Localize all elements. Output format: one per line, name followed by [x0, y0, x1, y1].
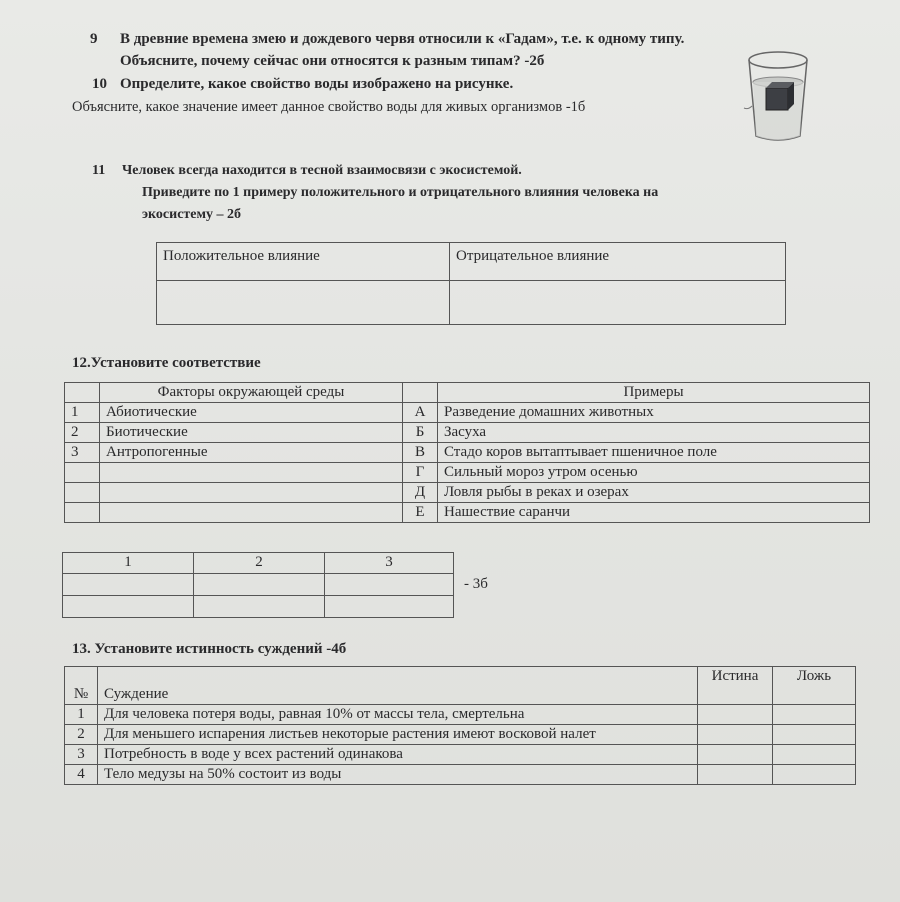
q12-matching-table	[64, 382, 870, 523]
example-letter: Б	[403, 423, 438, 443]
statement-text: Для меньшего испарения листьев некоторые растения имеют восковой налет	[98, 725, 698, 745]
example-text: Ловля рыбы в реках и озерах	[438, 483, 870, 503]
statement-num: 1	[65, 705, 98, 725]
true-checkbox[interactable]	[698, 745, 773, 765]
example-text: Нашествие саранчи	[438, 503, 870, 523]
glass-ice-cube-illustration	[742, 48, 812, 144]
answer-header-1: 1	[63, 553, 194, 574]
table-row	[65, 443, 870, 463]
false-checkbox[interactable]	[773, 765, 856, 785]
q11-line3: экосистему – 2б	[142, 207, 242, 222]
q12-header-factors: Факторы окружающей среды	[100, 383, 403, 403]
q11-header-negative: Отрицательное влияние	[450, 243, 786, 281]
q10-number: 10	[92, 76, 107, 92]
answer-cell-3b[interactable]	[325, 596, 454, 618]
q10-line2: Объясните, какое значение имеет данное свойство воды для живых организмов -1б	[72, 99, 586, 115]
q13-header-num: №	[65, 667, 98, 705]
factor-name: Антропогенные	[100, 443, 403, 463]
answer-cell-1b[interactable]	[63, 596, 194, 618]
q13-header-statement: Суждение	[98, 667, 698, 705]
table-row	[65, 765, 856, 785]
q12-header-examples: Примеры	[438, 383, 870, 403]
answer-cell-1[interactable]	[63, 574, 194, 596]
q12-answer-table	[62, 552, 454, 618]
false-checkbox[interactable]	[773, 725, 856, 745]
factor-num: 1	[65, 403, 100, 423]
q9-line2: Объясните, почему сейчас они относятся к разным типам? -2б	[120, 53, 545, 69]
example-letter: Д	[403, 483, 438, 503]
q11-answer-negative[interactable]	[450, 281, 786, 325]
example-text: Стадо коров вытаптывает пшеничное поле	[438, 443, 870, 463]
table-row	[65, 483, 870, 503]
example-text: Разведение домашних животных	[438, 403, 870, 423]
table-row	[65, 705, 856, 725]
q12-title: 12.Установите соответствие	[72, 355, 261, 371]
table-row	[65, 503, 870, 523]
table-row	[65, 423, 870, 443]
q11-line2: Приведите по 1 примеру положительного и отрицательного влияния человека на	[142, 185, 659, 200]
statement-text: Для человека потеря воды, равная 10% от массы тела, смертельна	[98, 705, 698, 725]
statement-text: Потребность в воде у всех растений одинакова	[98, 745, 698, 765]
q10-line1: Определите, какое свойство воды изображено на рисунке.	[120, 76, 514, 92]
answer-header-2: 2	[194, 553, 325, 574]
q9-number: 9	[90, 31, 98, 47]
example-letter: Г	[403, 463, 438, 483]
q11-answer-positive[interactable]	[157, 281, 450, 325]
table-row	[65, 403, 870, 423]
q9-line1: В древние времена змею и дождевого червя относили к «Гадам», т.е. к одному типу.	[120, 31, 685, 47]
false-checkbox[interactable]	[773, 745, 856, 765]
table-row	[65, 745, 856, 765]
answer-cell-3[interactable]	[325, 574, 454, 596]
statement-num: 4	[65, 765, 98, 785]
answer-cell-2[interactable]	[194, 574, 325, 596]
q13-header-true: Истина	[698, 667, 773, 705]
example-text: Засуха	[438, 423, 870, 443]
q11-number: 11	[92, 163, 106, 178]
false-checkbox[interactable]	[773, 705, 856, 725]
factor-num: 3	[65, 443, 100, 463]
example-letter: В	[403, 443, 438, 463]
table-row	[65, 463, 870, 483]
table-row	[65, 725, 856, 745]
example-letter: Е	[403, 503, 438, 523]
factor-num: 2	[65, 423, 100, 443]
true-checkbox[interactable]	[698, 725, 773, 745]
true-checkbox[interactable]	[698, 705, 773, 725]
answer-cell-2b[interactable]	[194, 596, 325, 618]
statement-num: 2	[65, 725, 98, 745]
statement-text: Тело медузы на 50% состоит из воды	[98, 765, 698, 785]
factor-name: Абиотические	[100, 403, 403, 423]
q12-score: - 3б	[464, 576, 488, 592]
statement-num: 3	[65, 745, 98, 765]
q11-header-positive: Положительное влияние	[157, 243, 450, 281]
q13-title: 13. Установите истинность суждений -4б	[72, 641, 347, 657]
q13-table	[64, 666, 856, 785]
q13-header-false: Ложь	[773, 667, 856, 705]
example-text: Сильный мороз утром осенью	[438, 463, 870, 483]
factor-name: Биотические	[100, 423, 403, 443]
answer-header-3: 3	[325, 553, 454, 574]
q11-table	[156, 242, 786, 325]
true-checkbox[interactable]	[698, 765, 773, 785]
example-letter: А	[403, 403, 438, 423]
q11-line1: Человек всегда находится в тесной взаимосвязи с экосистемой.	[122, 163, 522, 178]
